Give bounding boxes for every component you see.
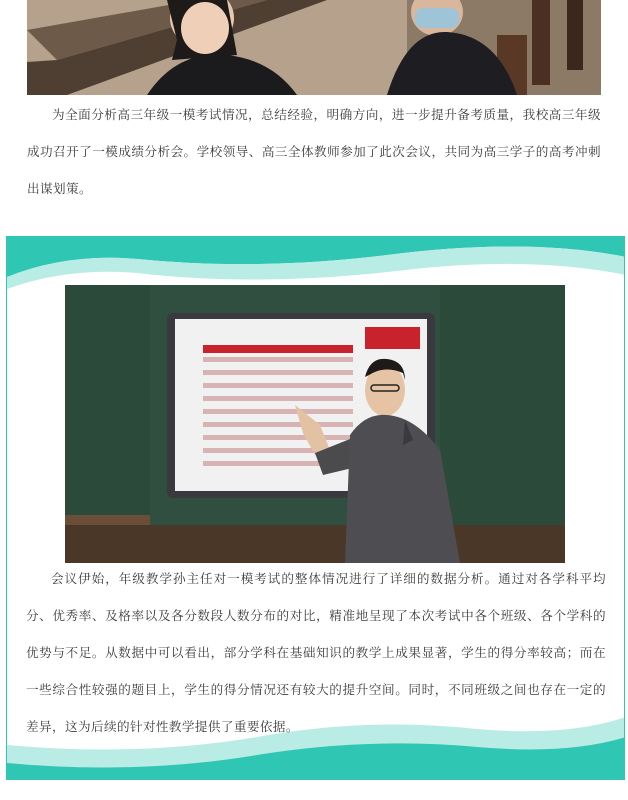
detail-paragraph: 会议伊始，年级教学孙主任对一模考试的整体情况进行了详细的数据分析。通过对各学科平均分、优秀率、及格率以及各分数段人数分布的对比，精准地呈现了本次考试中各个班级、各个学科的优势与不足。从数据中可以看出，部分学科在基础知识的教学上成果显著，学生的得分率较高；而在一些综合性较强的题目上，学生的得分情况还有较大的提升空间。同时，不同班级之间也存在一定的差异，这为后续的针对性教学提供了重要依据。 [26,571,606,734]
content-frame [6,236,625,780]
presentation-photo [65,285,565,563]
meeting-photo-top-image [27,0,601,95]
presentation-photo-image [65,285,565,563]
meeting-photo-top [27,0,601,95]
intro-paragraph: 为全面分析高三年级一模考试情况，总结经验，明确方向，进一步提升备考质量，我校高三年级成功召开了一模成绩分析会。学校领导、高三全体教师参加了此次会议，共同为高三学子的高考冲刺出谋划策。 [27,107,601,196]
